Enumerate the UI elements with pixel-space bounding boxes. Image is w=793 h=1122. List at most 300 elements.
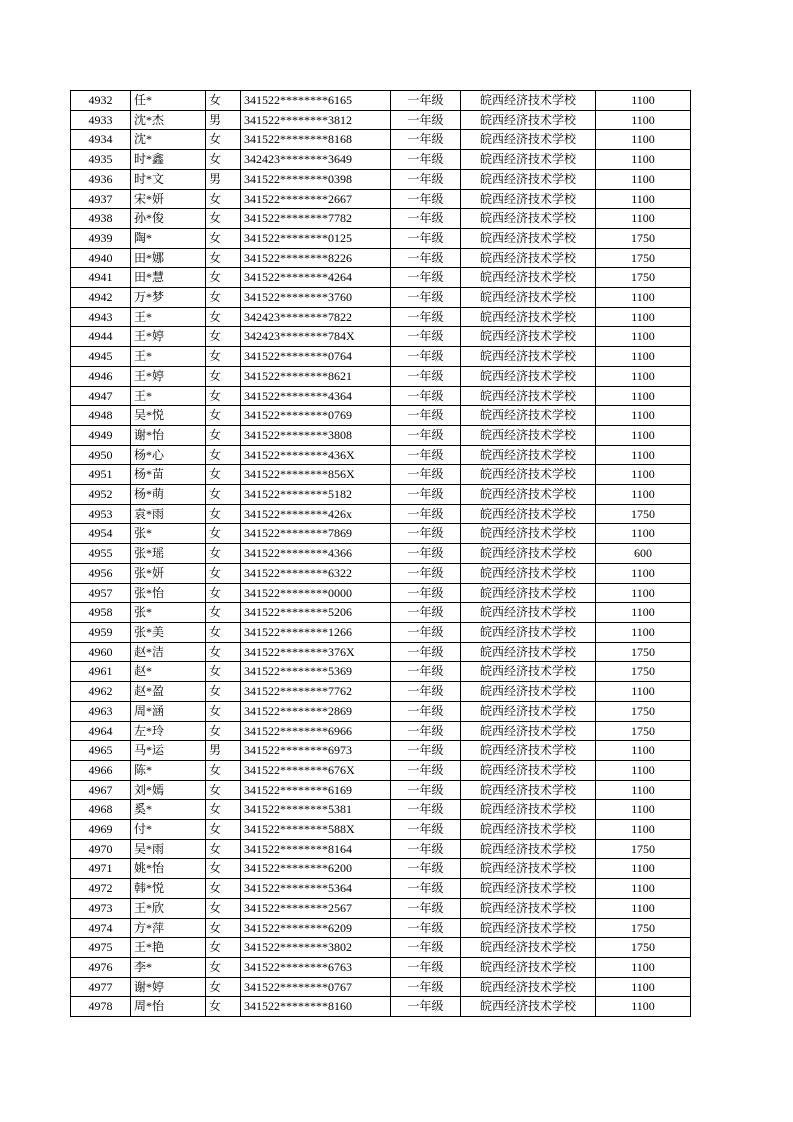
id_number-cell: 341522********8164 xyxy=(241,839,391,859)
gender-cell: 女 xyxy=(206,228,241,248)
name-cell: 李* xyxy=(131,957,206,977)
serial-cell: 4941 xyxy=(71,268,131,288)
grade-cell: 一年级 xyxy=(391,898,461,918)
table-row xyxy=(71,603,691,623)
grade-cell: 一年级 xyxy=(391,879,461,899)
serial-cell: 4976 xyxy=(71,957,131,977)
gender-cell: 女 xyxy=(206,425,241,445)
name-cell: 张*瑶 xyxy=(131,544,206,564)
name-cell: 王* xyxy=(131,347,206,367)
serial-cell: 4942 xyxy=(71,288,131,308)
amount-cell: 1100 xyxy=(596,485,691,505)
gender-cell: 女 xyxy=(206,268,241,288)
id_number-cell: 341522********8168 xyxy=(241,130,391,150)
amount-cell: 1100 xyxy=(596,859,691,879)
grade-cell: 一年级 xyxy=(391,465,461,485)
table-row xyxy=(71,898,691,918)
grade-cell: 一年级 xyxy=(391,741,461,761)
table-row xyxy=(71,406,691,426)
grade-cell: 一年级 xyxy=(391,859,461,879)
table-row xyxy=(71,820,691,840)
table-row xyxy=(71,800,691,820)
amount-cell: 1750 xyxy=(596,721,691,741)
amount-cell: 1100 xyxy=(596,977,691,997)
student-subsidy-table xyxy=(70,90,691,1017)
id_number-cell: 341522********4264 xyxy=(241,268,391,288)
gender-cell: 女 xyxy=(206,386,241,406)
amount-cell: 1100 xyxy=(596,563,691,583)
gender-cell: 女 xyxy=(206,957,241,977)
id_number-cell: 342423********3649 xyxy=(241,150,391,170)
name-cell: 杨*苗 xyxy=(131,465,206,485)
name-cell: 王*欣 xyxy=(131,898,206,918)
gender-cell: 女 xyxy=(206,859,241,879)
gender-cell: 女 xyxy=(206,288,241,308)
gender-cell: 女 xyxy=(206,130,241,150)
serial-cell: 4948 xyxy=(71,406,131,426)
id_number-cell: 341522********0125 xyxy=(241,228,391,248)
name-cell: 陶* xyxy=(131,228,206,248)
serial-cell: 4953 xyxy=(71,504,131,524)
gender-cell: 女 xyxy=(206,504,241,524)
table-row xyxy=(71,268,691,288)
school-cell: 皖西经济技术学校 xyxy=(461,425,596,445)
serial-cell: 4977 xyxy=(71,977,131,997)
gender-cell: 女 xyxy=(206,622,241,642)
table-row xyxy=(71,327,691,347)
table-row xyxy=(71,425,691,445)
amount-cell: 1100 xyxy=(596,465,691,485)
serial-cell: 4947 xyxy=(71,386,131,406)
serial-cell: 4969 xyxy=(71,820,131,840)
grade-cell: 一年级 xyxy=(391,189,461,209)
amount-cell: 600 xyxy=(596,544,691,564)
school-cell: 皖西经济技术学校 xyxy=(461,130,596,150)
gender-cell: 女 xyxy=(206,583,241,603)
serial-cell: 4944 xyxy=(71,327,131,347)
amount-cell: 1750 xyxy=(596,504,691,524)
name-cell: 吴*雨 xyxy=(131,839,206,859)
name-cell: 刘*嫣 xyxy=(131,780,206,800)
school-cell: 皖西经济技术学校 xyxy=(461,721,596,741)
id_number-cell: 341522********676X xyxy=(241,760,391,780)
serial-cell: 4958 xyxy=(71,603,131,623)
id_number-cell: 341522********588X xyxy=(241,820,391,840)
table-row xyxy=(71,524,691,544)
gender-cell: 女 xyxy=(206,544,241,564)
grade-cell: 一年级 xyxy=(391,445,461,465)
serial-cell: 4965 xyxy=(71,741,131,761)
table-row xyxy=(71,130,691,150)
school-cell: 皖西经济技术学校 xyxy=(461,445,596,465)
gender-cell: 女 xyxy=(206,760,241,780)
name-cell: 赵*洁 xyxy=(131,642,206,662)
table-row xyxy=(71,859,691,879)
id_number-cell: 341522********6973 xyxy=(241,741,391,761)
table-row xyxy=(71,465,691,485)
id_number-cell: 341522********2567 xyxy=(241,898,391,918)
table-row xyxy=(71,209,691,229)
school-cell: 皖西经济技术学校 xyxy=(461,957,596,977)
school-cell: 皖西经济技术学校 xyxy=(461,91,596,111)
school-cell: 皖西经济技术学校 xyxy=(461,760,596,780)
name-cell: 王* xyxy=(131,386,206,406)
table-row xyxy=(71,780,691,800)
serial-cell: 4949 xyxy=(71,425,131,445)
id_number-cell: 342423********7822 xyxy=(241,307,391,327)
school-cell: 皖西经济技术学校 xyxy=(461,898,596,918)
serial-cell: 4945 xyxy=(71,347,131,367)
school-cell: 皖西经济技术学校 xyxy=(461,485,596,505)
amount-cell: 1100 xyxy=(596,425,691,445)
amount-cell: 1750 xyxy=(596,938,691,958)
table-row xyxy=(71,997,691,1017)
table-row xyxy=(71,110,691,130)
school-cell: 皖西经济技术学校 xyxy=(461,583,596,603)
table-row xyxy=(71,366,691,386)
serial-cell: 4939 xyxy=(71,228,131,248)
school-cell: 皖西经济技术学校 xyxy=(461,859,596,879)
name-cell: 张*美 xyxy=(131,622,206,642)
name-cell: 赵* xyxy=(131,662,206,682)
gender-cell: 男 xyxy=(206,741,241,761)
id_number-cell: 341522********4366 xyxy=(241,544,391,564)
school-cell: 皖西经济技术学校 xyxy=(461,209,596,229)
name-cell: 韩*悦 xyxy=(131,879,206,899)
gender-cell: 女 xyxy=(206,800,241,820)
name-cell: 张*妍 xyxy=(131,563,206,583)
table-row xyxy=(71,169,691,189)
amount-cell: 1100 xyxy=(596,327,691,347)
grade-cell: 一年级 xyxy=(391,209,461,229)
amount-cell: 1100 xyxy=(596,741,691,761)
grade-cell: 一年级 xyxy=(391,957,461,977)
serial-cell: 4961 xyxy=(71,662,131,682)
grade-cell: 一年级 xyxy=(391,701,461,721)
gender-cell: 女 xyxy=(206,209,241,229)
amount-cell: 1100 xyxy=(596,189,691,209)
grade-cell: 一年级 xyxy=(391,307,461,327)
name-cell: 王*艳 xyxy=(131,938,206,958)
amount-cell: 1750 xyxy=(596,642,691,662)
name-cell: 付* xyxy=(131,820,206,840)
grade-cell: 一年级 xyxy=(391,800,461,820)
grade-cell: 一年级 xyxy=(391,327,461,347)
name-cell: 周*涵 xyxy=(131,701,206,721)
serial-cell: 4951 xyxy=(71,465,131,485)
gender-cell: 男 xyxy=(206,169,241,189)
school-cell: 皖西经济技术学校 xyxy=(461,839,596,859)
gender-cell: 女 xyxy=(206,485,241,505)
name-cell: 张*怡 xyxy=(131,583,206,603)
table-row xyxy=(71,642,691,662)
serial-cell: 4954 xyxy=(71,524,131,544)
grade-cell: 一年级 xyxy=(391,524,461,544)
school-cell: 皖西经济技术学校 xyxy=(461,544,596,564)
grade-cell: 一年级 xyxy=(391,997,461,1017)
name-cell: 时*鑫 xyxy=(131,150,206,170)
id_number-cell: 341522********8621 xyxy=(241,366,391,386)
serial-cell: 4955 xyxy=(71,544,131,564)
gender-cell: 女 xyxy=(206,662,241,682)
table-row xyxy=(71,445,691,465)
grade-cell: 一年级 xyxy=(391,268,461,288)
table-row xyxy=(71,228,691,248)
amount-cell: 1100 xyxy=(596,622,691,642)
amount-cell: 1100 xyxy=(596,820,691,840)
name-cell: 陈* xyxy=(131,760,206,780)
id_number-cell: 341522********5182 xyxy=(241,485,391,505)
id_number-cell: 341522********7782 xyxy=(241,209,391,229)
amount-cell: 1100 xyxy=(596,603,691,623)
serial-cell: 4963 xyxy=(71,701,131,721)
gender-cell: 女 xyxy=(206,307,241,327)
school-cell: 皖西经济技术学校 xyxy=(461,642,596,662)
id_number-cell: 341522********3802 xyxy=(241,938,391,958)
table-row xyxy=(71,760,691,780)
id_number-cell: 341522********2667 xyxy=(241,189,391,209)
serial-cell: 4971 xyxy=(71,859,131,879)
serial-cell: 4967 xyxy=(71,780,131,800)
table-row xyxy=(71,288,691,308)
gender-cell: 女 xyxy=(206,682,241,702)
grade-cell: 一年级 xyxy=(391,504,461,524)
id_number-cell: 341522********6966 xyxy=(241,721,391,741)
id_number-cell: 341522********6200 xyxy=(241,859,391,879)
id_number-cell: 341522********7762 xyxy=(241,682,391,702)
gender-cell: 女 xyxy=(206,642,241,662)
table-row xyxy=(71,622,691,642)
school-cell: 皖西经济技术学校 xyxy=(461,800,596,820)
school-cell: 皖西经济技术学校 xyxy=(461,465,596,485)
name-cell: 左*玲 xyxy=(131,721,206,741)
grade-cell: 一年级 xyxy=(391,347,461,367)
amount-cell: 1100 xyxy=(596,150,691,170)
serial-cell: 4970 xyxy=(71,839,131,859)
amount-cell: 1750 xyxy=(596,268,691,288)
grade-cell: 一年级 xyxy=(391,366,461,386)
amount-cell: 1750 xyxy=(596,839,691,859)
grade-cell: 一年级 xyxy=(391,544,461,564)
id_number-cell: 341522********7869 xyxy=(241,524,391,544)
gender-cell: 女 xyxy=(206,91,241,111)
gender-cell: 女 xyxy=(206,347,241,367)
id_number-cell: 341522********426x xyxy=(241,504,391,524)
id_number-cell: 341522********0398 xyxy=(241,169,391,189)
id_number-cell: 341522********1266 xyxy=(241,622,391,642)
gender-cell: 女 xyxy=(206,327,241,347)
serial-cell: 4940 xyxy=(71,248,131,268)
name-cell: 王*婷 xyxy=(131,366,206,386)
name-cell: 谢*怡 xyxy=(131,425,206,445)
amount-cell: 1750 xyxy=(596,228,691,248)
grade-cell: 一年级 xyxy=(391,406,461,426)
amount-cell: 1750 xyxy=(596,662,691,682)
serial-cell: 4950 xyxy=(71,445,131,465)
id_number-cell: 342423********784X xyxy=(241,327,391,347)
table-row xyxy=(71,248,691,268)
amount-cell: 1100 xyxy=(596,347,691,367)
serial-cell: 4943 xyxy=(71,307,131,327)
grade-cell: 一年级 xyxy=(391,91,461,111)
school-cell: 皖西经济技术学校 xyxy=(461,288,596,308)
amount-cell: 1100 xyxy=(596,110,691,130)
serial-cell: 4937 xyxy=(71,189,131,209)
name-cell: 袁*雨 xyxy=(131,504,206,524)
school-cell: 皖西经济技术学校 xyxy=(461,603,596,623)
school-cell: 皖西经济技术学校 xyxy=(461,504,596,524)
name-cell: 姚*怡 xyxy=(131,859,206,879)
grade-cell: 一年级 xyxy=(391,485,461,505)
gender-cell: 女 xyxy=(206,563,241,583)
name-cell: 沈*杰 xyxy=(131,110,206,130)
name-cell: 赵*盈 xyxy=(131,682,206,702)
id_number-cell: 341522********0764 xyxy=(241,347,391,367)
serial-cell: 4975 xyxy=(71,938,131,958)
grade-cell: 一年级 xyxy=(391,760,461,780)
school-cell: 皖西经济技术学校 xyxy=(461,997,596,1017)
name-cell: 奚* xyxy=(131,800,206,820)
id_number-cell: 341522********4364 xyxy=(241,386,391,406)
id_number-cell: 341522********6169 xyxy=(241,780,391,800)
table-row xyxy=(71,91,691,111)
table-row xyxy=(71,485,691,505)
amount-cell: 1100 xyxy=(596,879,691,899)
name-cell: 孙*俊 xyxy=(131,209,206,229)
table-row xyxy=(71,386,691,406)
table-body xyxy=(71,91,691,1017)
name-cell: 张* xyxy=(131,603,206,623)
gender-cell: 女 xyxy=(206,603,241,623)
table-row xyxy=(71,583,691,603)
serial-cell: 4934 xyxy=(71,130,131,150)
grade-cell: 一年级 xyxy=(391,780,461,800)
amount-cell: 1100 xyxy=(596,307,691,327)
serial-cell: 4952 xyxy=(71,485,131,505)
amount-cell: 1100 xyxy=(596,288,691,308)
name-cell: 周*怡 xyxy=(131,997,206,1017)
table-row xyxy=(71,504,691,524)
gender-cell: 女 xyxy=(206,721,241,741)
name-cell: 王* xyxy=(131,307,206,327)
grade-cell: 一年级 xyxy=(391,563,461,583)
name-cell: 田*娜 xyxy=(131,248,206,268)
grade-cell: 一年级 xyxy=(391,682,461,702)
serial-cell: 4978 xyxy=(71,997,131,1017)
school-cell: 皖西经济技术学校 xyxy=(461,150,596,170)
id_number-cell: 341522********6322 xyxy=(241,563,391,583)
school-cell: 皖西经济技术学校 xyxy=(461,780,596,800)
id_number-cell: 341522********5206 xyxy=(241,603,391,623)
id_number-cell: 341522********3760 xyxy=(241,288,391,308)
school-cell: 皖西经济技术学校 xyxy=(461,701,596,721)
id_number-cell: 341522********0769 xyxy=(241,406,391,426)
grade-cell: 一年级 xyxy=(391,839,461,859)
gender-cell: 女 xyxy=(206,977,241,997)
amount-cell: 1100 xyxy=(596,130,691,150)
table-row xyxy=(71,879,691,899)
grade-cell: 一年级 xyxy=(391,820,461,840)
serial-cell: 4960 xyxy=(71,642,131,662)
amount-cell: 1100 xyxy=(596,209,691,229)
school-cell: 皖西经济技术学校 xyxy=(461,662,596,682)
school-cell: 皖西经济技术学校 xyxy=(461,228,596,248)
gender-cell: 男 xyxy=(206,110,241,130)
school-cell: 皖西经济技术学校 xyxy=(461,524,596,544)
id_number-cell: 341522********3808 xyxy=(241,425,391,445)
grade-cell: 一年级 xyxy=(391,622,461,642)
name-cell: 王*婷 xyxy=(131,327,206,347)
name-cell: 万*梦 xyxy=(131,288,206,308)
gender-cell: 女 xyxy=(206,820,241,840)
school-cell: 皖西经济技术学校 xyxy=(461,268,596,288)
school-cell: 皖西经济技术学校 xyxy=(461,879,596,899)
grade-cell: 一年级 xyxy=(391,110,461,130)
gender-cell: 女 xyxy=(206,406,241,426)
serial-cell: 4933 xyxy=(71,110,131,130)
school-cell: 皖西经济技术学校 xyxy=(461,682,596,702)
table-row xyxy=(71,957,691,977)
name-cell: 杨*心 xyxy=(131,445,206,465)
amount-cell: 1750 xyxy=(596,248,691,268)
id_number-cell: 341522********0767 xyxy=(241,977,391,997)
school-cell: 皖西经济技术学校 xyxy=(461,386,596,406)
id_number-cell: 341522********376X xyxy=(241,642,391,662)
id_number-cell: 341522********5369 xyxy=(241,662,391,682)
gender-cell: 女 xyxy=(206,839,241,859)
school-cell: 皖西经济技术学校 xyxy=(461,977,596,997)
name-cell: 张* xyxy=(131,524,206,544)
school-cell: 皖西经济技术学校 xyxy=(461,307,596,327)
serial-cell: 4968 xyxy=(71,800,131,820)
table-row xyxy=(71,977,691,997)
serial-cell: 4974 xyxy=(71,918,131,938)
table-row xyxy=(71,701,691,721)
table-row xyxy=(71,563,691,583)
serial-cell: 4962 xyxy=(71,682,131,702)
serial-cell: 4946 xyxy=(71,366,131,386)
grade-cell: 一年级 xyxy=(391,662,461,682)
school-cell: 皖西经济技术学校 xyxy=(461,248,596,268)
school-cell: 皖西经济技术学校 xyxy=(461,189,596,209)
amount-cell: 1100 xyxy=(596,386,691,406)
name-cell: 杨*萌 xyxy=(131,485,206,505)
amount-cell: 1100 xyxy=(596,524,691,544)
grade-cell: 一年级 xyxy=(391,642,461,662)
gender-cell: 女 xyxy=(206,701,241,721)
grade-cell: 一年级 xyxy=(391,150,461,170)
serial-cell: 4935 xyxy=(71,150,131,170)
grade-cell: 一年级 xyxy=(391,386,461,406)
name-cell: 时*文 xyxy=(131,169,206,189)
id_number-cell: 341522********8226 xyxy=(241,248,391,268)
serial-cell: 4964 xyxy=(71,721,131,741)
gender-cell: 女 xyxy=(206,918,241,938)
amount-cell: 1100 xyxy=(596,682,691,702)
gender-cell: 女 xyxy=(206,938,241,958)
school-cell: 皖西经济技术学校 xyxy=(461,327,596,347)
school-cell: 皖西经济技术学校 xyxy=(461,347,596,367)
amount-cell: 1100 xyxy=(596,800,691,820)
name-cell: 任* xyxy=(131,91,206,111)
gender-cell: 女 xyxy=(206,248,241,268)
table-row xyxy=(71,189,691,209)
serial-cell: 4966 xyxy=(71,760,131,780)
grade-cell: 一年级 xyxy=(391,425,461,445)
serial-cell: 4956 xyxy=(71,563,131,583)
gender-cell: 女 xyxy=(206,465,241,485)
amount-cell: 1750 xyxy=(596,918,691,938)
